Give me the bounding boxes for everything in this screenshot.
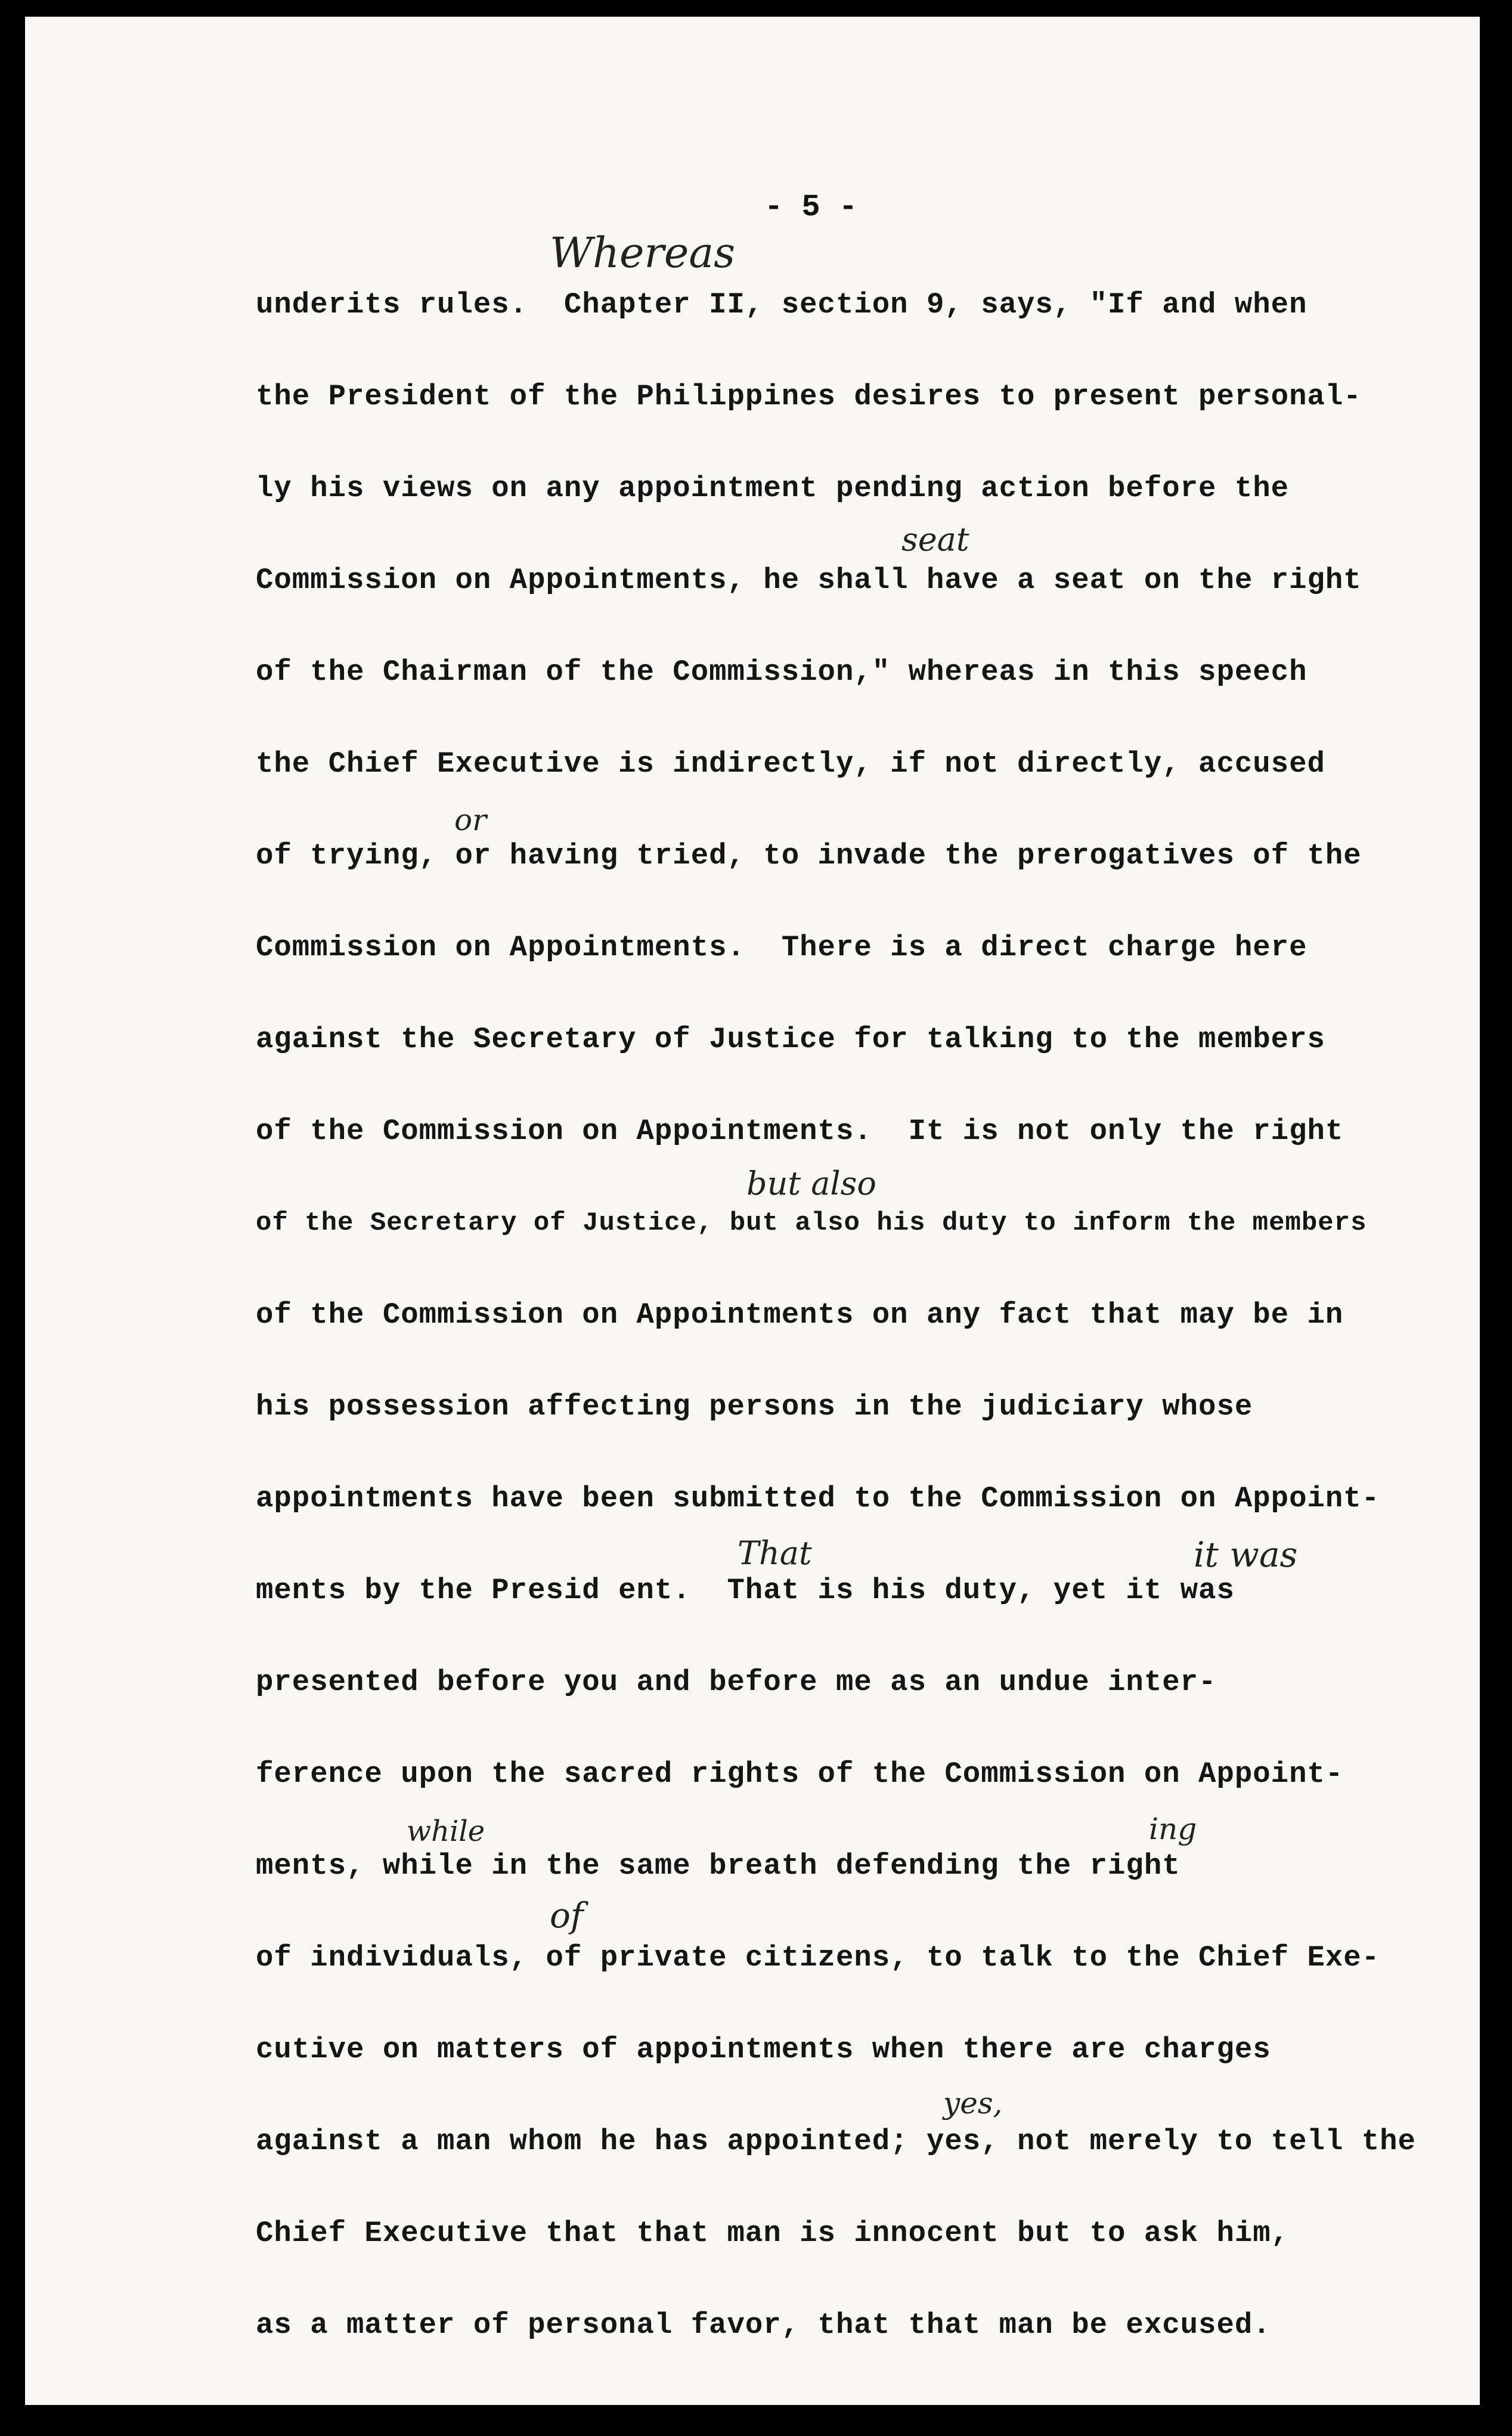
handwritten-it-was: it was (1194, 1534, 1298, 1575)
handwritten-or: or (454, 803, 487, 837)
text-line: underits rules. Chapter II, section 9, says, "If and when (256, 288, 1307, 321)
text-line: ly his views on any appointment pending action before the (256, 472, 1290, 505)
handwritten-ing: ing (1149, 1812, 1197, 1846)
text-line: of individuals, of private citizens, to talk to the Chief Exe- (256, 1941, 1380, 1974)
text-line: cutive on matters of appointments when there are charges (256, 2033, 1271, 2066)
text-line: Commission on Appointments. There is a direct charge here (256, 931, 1307, 964)
text-line: of the Commission on Appointments. It is not only the right (256, 1115, 1344, 1148)
handwritten-seat: seat (901, 521, 969, 558)
page-number: - 5 - (764, 190, 858, 225)
handwritten-whereas: Whereas (550, 228, 736, 277)
text-line: his possession affecting persons in the judiciary whose (256, 1390, 1253, 1423)
text-line: of the Chairman of the Commission," whereas in this speech (256, 655, 1307, 689)
text-line: as a matter of personal favor, that that man be excused. (256, 2308, 1271, 2342)
handwritten-while: while (407, 1815, 485, 1848)
text-line: the President of the Philippines desires to present personal- (256, 380, 1362, 413)
text-line: against the Secretary of Justice for talking to the members (256, 1023, 1325, 1056)
handwritten-of: of (550, 1895, 584, 1936)
text-line: ments, while in the same breath defending the right (256, 1849, 1181, 1883)
text-line: of the Secretary of Justice, but also his duty to inform the members (256, 1208, 1367, 1238)
text-line: Commission on Appointments, he shall have a seat on the right (256, 564, 1362, 597)
text-line: of the Commission on Appointments on any fact that may be in (256, 1298, 1344, 1332)
text-line: ference upon the sacred rights of the Commission on Appoint- (256, 1757, 1344, 1791)
text-line: against a man whom he has appointed; yes, not merely to tell the (256, 2125, 1416, 2158)
text-line: Chief Executive that that man is innocent but to ask him, (256, 2217, 1290, 2250)
handwritten-that: That (738, 1534, 812, 1572)
text-line: ments by the Presid ent. That is his duty, yet it was (256, 1574, 1235, 1607)
text-line: of trying, or having tried, to invade the prerogatives of the (256, 839, 1362, 872)
handwritten-yes: yes, (943, 2086, 1003, 2121)
text-line: the Chief Executive is indirectly, if not directly, accused (256, 747, 1325, 781)
document-page (25, 17, 1480, 2405)
text-line: presented before you and before me as an undue inter- (256, 1666, 1217, 1699)
handwritten-but-also: but also (746, 1165, 876, 1202)
text-line: appointments have been submitted to the Commission on Appoint- (256, 1482, 1380, 1515)
